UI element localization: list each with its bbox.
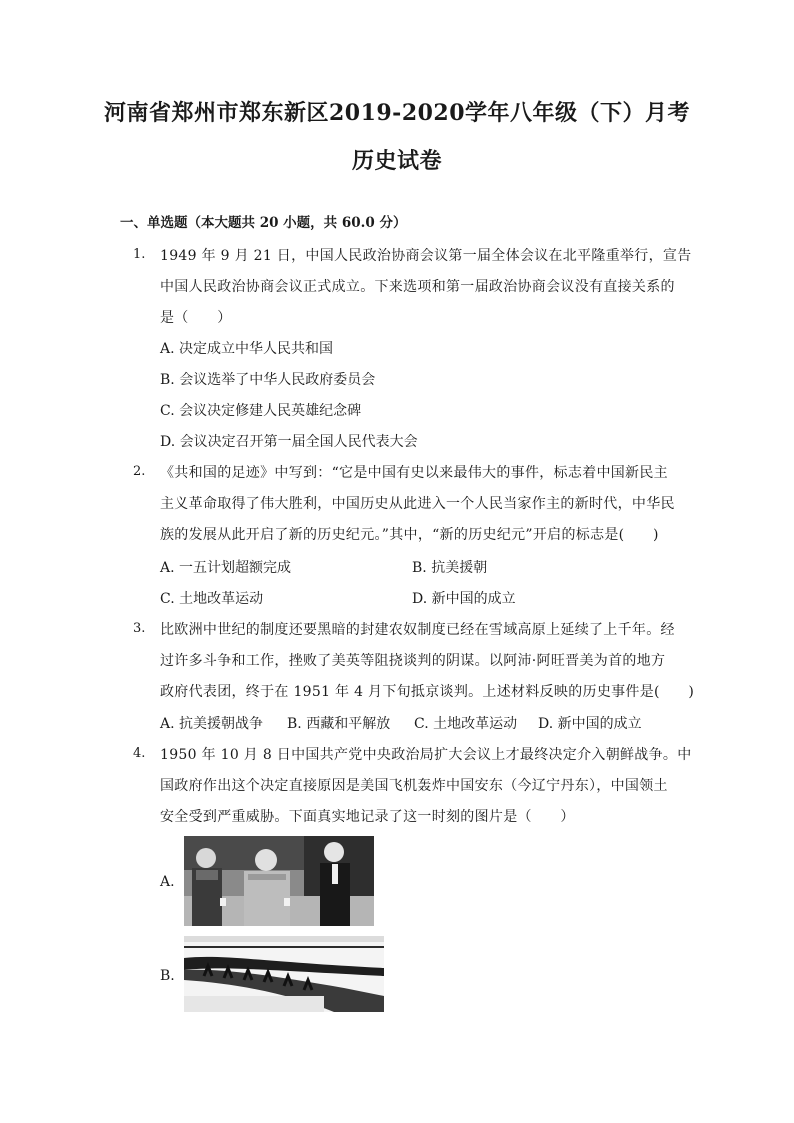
option-d: D. 会议决定召开第一届全国人民代表大会 <box>160 434 418 450</box>
option-b-photo <box>184 936 384 1012</box>
option-b: B. <box>160 968 175 984</box>
title-line-1: 河南省郑州市郑东新区2019-2020学年八年级（下）月考 <box>103 100 691 126</box>
section-heading: 一、单选题（本大题共 20 小题，共 60.0 分） <box>120 215 407 231</box>
question-text-line: 比欧洲中世纪的制度还要黑暗的封建农奴制度已经在雪域高原上延续了上千年。经 <box>160 622 675 638</box>
option-c: C. 土地改革运动 <box>414 716 518 732</box>
option-a: A. 决定成立中华人民共和国 <box>160 341 334 357</box>
question-text-line: 过许多斗争和工作，挫败了美英等阻挠谈判的阴谋。以阿沛·阿旺晋美为首的地方 <box>160 653 666 669</box>
option-b: B. 会议选举了中华人民政府委员会 <box>160 372 376 388</box>
question-text-line: 主义革命取得了伟大胜利，中国历史从此进入一个人民当家作主的新时代，中华民 <box>160 496 675 512</box>
question-number: 2. <box>133 464 146 479</box>
question-text-line: 族的发展从此开启了新的历史纪元。”其中，“新的历史纪元”开启的标志是( ) <box>160 527 659 543</box>
option-a: A. 抗美援朝战争 <box>160 716 264 732</box>
option-c: C. 会议决定修建人民英雄纪念碑 <box>160 403 362 419</box>
option-b: B. 抗美援朝 <box>412 560 488 576</box>
question-text-line: 1949 年 9 月 21 日，中国人民政治协商会议第一届全体会议在北平隆重举行，宣告 <box>160 248 692 264</box>
question-text-line: 《共和国的足迹》中写到：“它是中国有史以来最伟大的事件，标志着中国新民主 <box>160 465 668 481</box>
title-line-2: 历史试卷 <box>351 148 442 174</box>
question-text-line: 国政府作出这个决定直接原因是美国飞机轰炸中国安东（今辽宁丹东），中国领土 <box>160 778 668 794</box>
option-d: D. 新中国的成立 <box>538 716 642 732</box>
question-number: 1. <box>133 247 146 262</box>
option-c: C. 土地改革运动 <box>160 591 264 607</box>
question-text-line: 政府代表团，终于在 1951 年 4 月下旬抵京谈判。上述材料反映的历史事件是( ) <box>160 684 695 700</box>
question-number: 4. <box>133 746 146 761</box>
question-text-line: 中国人民政治协商会议正式成立。下来选项和第一届政治协商会议没有直接关系的 <box>160 279 675 295</box>
option-b: B. 西藏和平解放 <box>287 716 391 732</box>
question-number: 3. <box>133 621 146 636</box>
question-text-line: 安全受到严重威胁。下面真实地记录了这一时刻的图片是（ ） <box>160 809 575 825</box>
option-a-photo <box>184 836 374 926</box>
option-a: A. 一五计划超额完成 <box>160 560 292 576</box>
question-text-line: 是（ ） <box>160 310 232 326</box>
option-d: D. 新中国的成立 <box>412 591 516 607</box>
option-a: A. <box>160 874 175 890</box>
question-text-line: 1950 年 10 月 8 日中国共产党中央政治局扩大会议上才最终决定介入朝鲜战争。中 <box>160 747 692 763</box>
